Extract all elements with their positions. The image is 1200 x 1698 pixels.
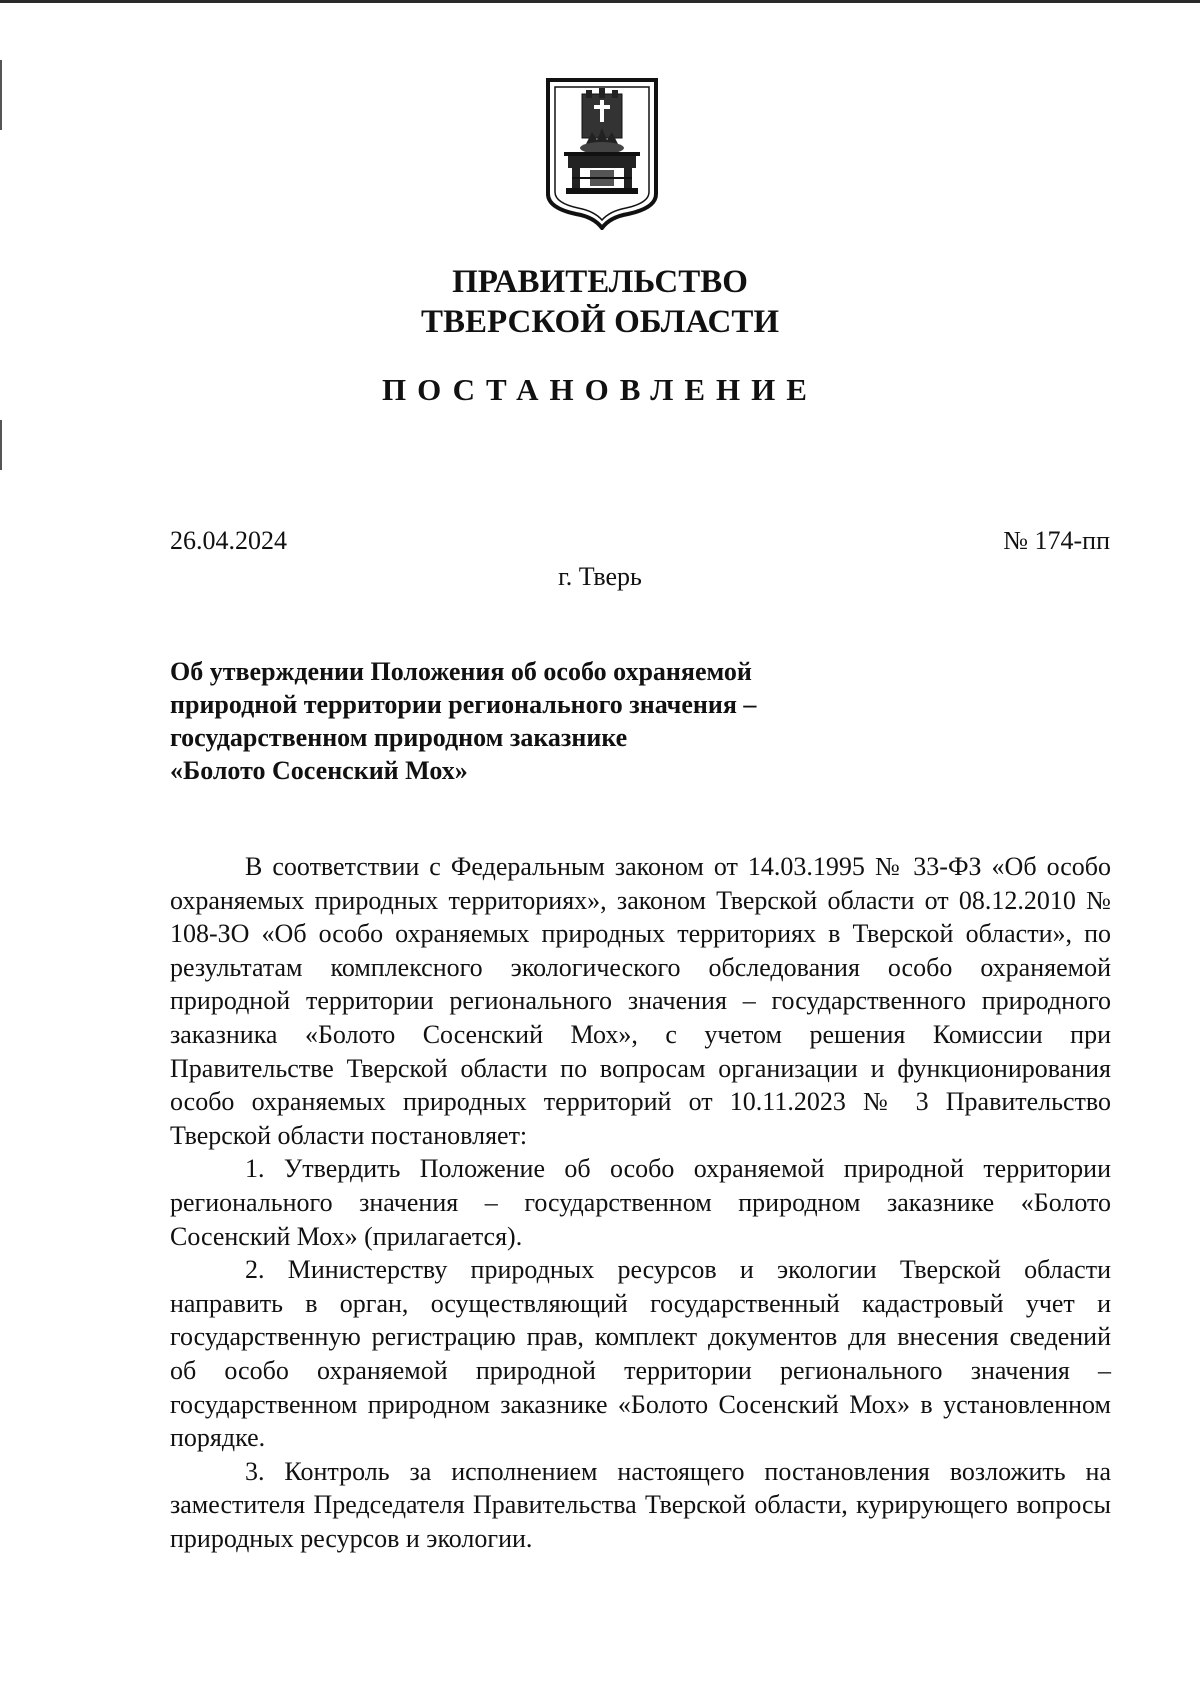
decree-item-2: 2. Министерству природных ресурсов и экологии Тверской области направить в орган, осуществляющий государственный кадастровый учет и государственную регистрацию прав, комплект документов для внесения сведений об особо охраняемой природной территории регионального значения – государственном природном заказнике «Болото Сосенский Мох» в установленном порядке. (170, 1255, 1111, 1453)
subject-line: «Болото Сосенский Мох» (170, 756, 468, 785)
document-city: г. Тверь (558, 562, 642, 591)
subject-line: государственном природном заказнике (170, 723, 628, 752)
document-body (170, 850, 1111, 1555)
coat-of-arms-emblem (542, 74, 662, 230)
subject-line: Об утверждении Положения об особо охраняемой (170, 657, 752, 686)
government-heading (0, 262, 1200, 342)
document-number: № 174-пп (1003, 526, 1110, 555)
document-type-title: ПОСТАНОВЛЕНИЕ (382, 372, 818, 407)
scan-top-edge (0, 0, 1200, 3)
scan-left-edge-mark (0, 420, 2, 470)
scan-left-edge-mark (0, 60, 2, 130)
subject-line: природной территории регионального значения – (170, 690, 757, 719)
government-line: ТВЕРСКОЙ ОБЛАСТИ (420, 304, 780, 340)
preamble-paragraph: В соответствии с Федеральным законом от 14.03.1995 № 33-ФЗ «Об особо охраняемых природных территориях», законом Тверской области от 08.12.2010 № 108-ЗО «Об особо охраняемых природных территориях в Тверской области», по результатам комплексного экологического обследования особо охраняемой природной территории регионального значения – государственного природного заказника «Болото Сосенский Мох», с учетом решения Комиссии при Правительстве Тверской области по вопросам организации и функционирования особо охраняемых природных территорий от 10.11.2023 № 3 Правительство Тверской области постановляет: (170, 852, 1111, 1150)
document-date: 26.04.2024 (170, 526, 287, 555)
decree-item-1: 1. Утвердить Положение об особо охраняемой природной территории регионального значения – государственном природном заказнике «Болото Сосенский Мох» (прилагается). (170, 1154, 1111, 1251)
government-line: ПРАВИТЕЛЬСТВО (452, 264, 748, 300)
document-subject (170, 655, 850, 787)
decree-item-3: 3. Контроль за исполнением настоящего постановления возложить на заместителя Председателя Правительства Тверской области, курирующего вопросы природных ресурсов и экологии. (170, 1456, 1111, 1553)
